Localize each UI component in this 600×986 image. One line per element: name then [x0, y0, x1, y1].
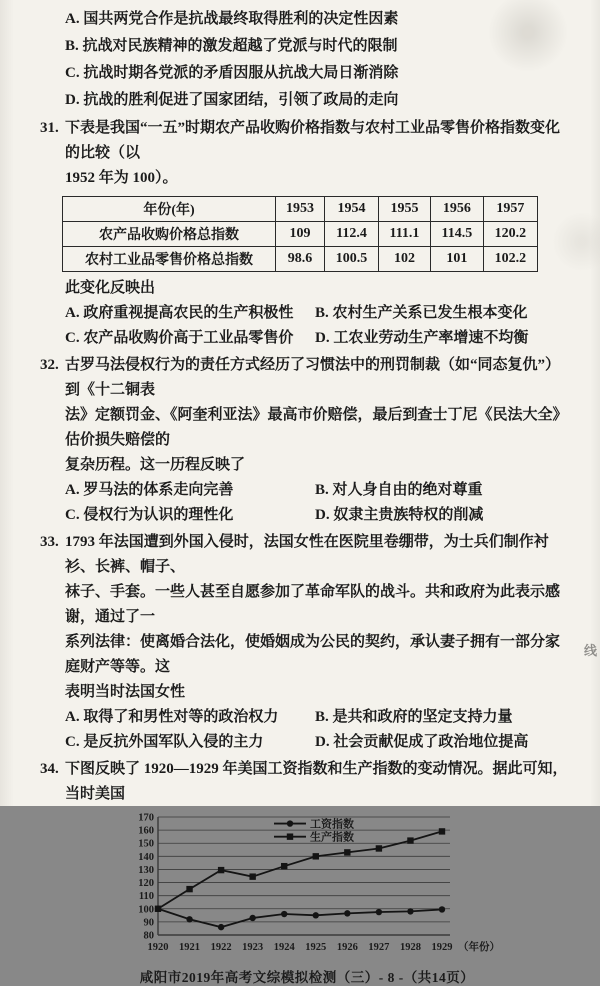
wage-index-marker — [313, 912, 319, 918]
x-tick-label: 1925 — [305, 942, 327, 953]
production-index-marker — [376, 845, 382, 851]
legend-circle-marker-icon — [287, 820, 293, 826]
y-tick-label: 170 — [138, 812, 154, 824]
question-stem — [65, 353, 574, 478]
question-33 — [40, 530, 574, 705]
line-chart-svg — [124, 811, 516, 963]
legend-label: 生产指数 — [310, 831, 354, 844]
binding-margin-mark: 线 — [583, 643, 597, 658]
x-axis-unit-label: （年份） — [458, 942, 500, 953]
option-c: C. 农产品收购价高于工业品零售价 — [65, 330, 294, 346]
header-cell: 1956 — [430, 197, 483, 222]
question-32-options-row-2 — [40, 503, 574, 528]
option-c: C. 侵权行为认识的理性化 — [65, 507, 234, 523]
question-number: 33. — [40, 534, 59, 550]
wage-index-marker — [281, 911, 287, 917]
x-tick-label: 1923 — [242, 942, 264, 953]
row-label: 农产品收购价格总指数 — [63, 222, 276, 247]
option-d: D. 奴隶主贵族特权的削减 — [315, 507, 484, 523]
y-tick-label: 80 — [143, 930, 154, 942]
y-tick-label: 160 — [138, 825, 154, 837]
production-index-marker — [313, 853, 319, 859]
option-d: D. 抗战的胜利促进了国家团结，引领了政局的走向 — [65, 92, 399, 108]
header-cell: 年份(年) — [63, 197, 276, 222]
row-label: 农村工业品零售价格总指数 — [63, 247, 276, 272]
cell: 120.2 — [483, 222, 537, 247]
stem-line: 下图反映了 1920—1929 年美国工资指数和生产指数的变动情况。据此可知，当时美国 — [65, 761, 568, 802]
header-cell: 1953 — [276, 197, 325, 222]
y-tick-label: 110 — [138, 891, 154, 903]
production-index-marker — [186, 886, 192, 892]
option-b: B. 抗战对民族精神的激发超越了党派与时代的限制 — [65, 38, 398, 54]
wage-index-marker — [439, 906, 445, 912]
question-stem — [65, 757, 574, 807]
x-tick-label: 1920 — [147, 942, 169, 953]
production-index-marker — [344, 849, 350, 855]
x-tick-label: 1927 — [368, 942, 390, 953]
option-c: C. 是反抗外国军队入侵的主力 — [65, 734, 264, 750]
stem-line: 下表是我国“一五”时期农产品收购价格指数与农村工业品零售价格指数变化的比较（以 — [65, 120, 561, 161]
production-index-marker — [439, 828, 445, 834]
wage-index-marker — [376, 909, 382, 915]
header-cell: 1955 — [379, 197, 431, 222]
wage-index-marker — [186, 916, 192, 922]
question-number: 34. — [40, 761, 59, 777]
table-row — [63, 247, 538, 272]
y-tick-label: 90 — [143, 917, 154, 929]
stem-line: 袜子、手套。一些人甚至自愿参加了革命军队的战斗。共和政府为此表示感谢，通过了一 — [65, 584, 561, 625]
stem-line: 复杂历程。这一历程反映了 — [65, 457, 246, 473]
cell: 109 — [276, 222, 325, 247]
production-index-marker — [249, 873, 255, 879]
cell: 98.6 — [276, 247, 325, 272]
option-d: D. 社会贡献促成了政治地位提高 — [315, 734, 529, 750]
production-index-marker — [155, 906, 161, 912]
question-31 — [40, 116, 574, 191]
wage-index-marker — [218, 924, 224, 930]
y-tick-label: 100 — [138, 904, 154, 916]
stem-line: 系列法律：使离婚合法化，使婚姻成为公民的契约，承认妻子拥有一部分家庭财产等等。这 — [65, 634, 561, 675]
x-tick-label: 1921 — [179, 942, 201, 953]
option-c: C. 抗战时期各党派的矛盾因服从抗战大局日渐消除 — [65, 65, 399, 81]
cell: 111.1 — [379, 222, 431, 247]
production-index-marker — [407, 837, 413, 843]
y-tick-label: 150 — [138, 838, 154, 850]
question-number: 32. — [40, 357, 59, 373]
x-tick-label: 1924 — [273, 942, 295, 953]
question-31-prompt — [40, 276, 574, 301]
wage-index-marker — [407, 908, 413, 914]
x-tick-label: 1926 — [336, 942, 358, 953]
option-a: A. 国共两党合作是抗战最终取得胜利的决定性因素 — [65, 11, 399, 27]
header-cell: 1957 — [483, 197, 537, 222]
cell: 101 — [430, 247, 483, 272]
option-b: B. 农村生产关系已发生根本变化 — [315, 305, 528, 321]
question-32-options-row-1 — [40, 478, 574, 503]
wage-index-marker — [344, 910, 350, 916]
question-32 — [40, 353, 574, 478]
option-b: B. 是共和政府的坚定支持力量 — [315, 709, 513, 725]
question-33-options-row-1 — [40, 705, 574, 730]
y-tick-label: 140 — [138, 851, 154, 863]
option-a: A. 政府重视提高农民的生产积极性 — [65, 305, 294, 321]
cell: 112.4 — [324, 222, 378, 247]
option-a: A. 罗马法的体系走向完善 — [65, 482, 234, 498]
table-row — [63, 222, 538, 247]
question-number: 31. — [40, 120, 59, 136]
cell: 100.5 — [324, 247, 378, 272]
stem-line: 古罗马法侵权行为的责任方式经历了习惯法中的刑罚制裁（如“同态复仇”）到《十二铜表 — [65, 357, 561, 398]
price-index-table — [62, 196, 538, 272]
question-stem — [65, 116, 574, 191]
wage-index-line — [158, 909, 442, 927]
legend-square-marker-icon — [287, 833, 293, 839]
production-index-marker — [281, 863, 287, 869]
x-tick-label: 1928 — [399, 942, 421, 953]
question-34 — [40, 757, 574, 807]
question-31-options-row-1 — [40, 301, 574, 326]
x-tick-label: 1929 — [431, 942, 453, 953]
stem-line: 1952 年为 100）。 — [65, 170, 178, 186]
stem-line: 表明当时法国女性 — [65, 684, 186, 700]
header-cell: 1954 — [324, 197, 378, 222]
legend-label: 工资指数 — [310, 818, 354, 831]
x-tick-label: 1922 — [210, 942, 232, 953]
y-tick-label: 130 — [138, 864, 154, 876]
question-30-options — [40, 6, 574, 114]
page-footer: 咸阳市2019年高考文综模拟检测（三）- 8 -（共14页） — [139, 970, 475, 985]
us-wage-production-index-chart — [124, 811, 516, 963]
prompt-text: 此变化反映出 — [65, 280, 156, 296]
stem-line: 1793 年法国遭到外国入侵时，法国女性在医院里卷绷带，为士兵们制作衬衫、长裤、帽子、 — [65, 534, 549, 575]
question-stem — [65, 530, 574, 705]
table-header-row — [63, 197, 538, 222]
question-31-options-row-2 — [40, 326, 574, 351]
question-33-options-row-2 — [40, 730, 574, 755]
option-b: B. 对人身自由的绝对尊重 — [315, 482, 483, 498]
cell: 102.2 — [483, 247, 537, 272]
production-index-marker — [218, 867, 224, 873]
cell: 102 — [379, 247, 431, 272]
option-a: A. 取得了和男性对等的政治权力 — [65, 709, 279, 725]
wage-index-marker — [249, 915, 255, 921]
stem-line: 法》定额罚金、《阿奎利亚法》最高市价赔偿，最后到查士丁尼《民法大全》估价损失赔偿的 — [65, 407, 568, 448]
y-tick-label: 120 — [138, 878, 154, 890]
option-d: D. 工农业劳动生产率增速不均衡 — [315, 330, 529, 346]
cell: 114.5 — [430, 222, 483, 247]
